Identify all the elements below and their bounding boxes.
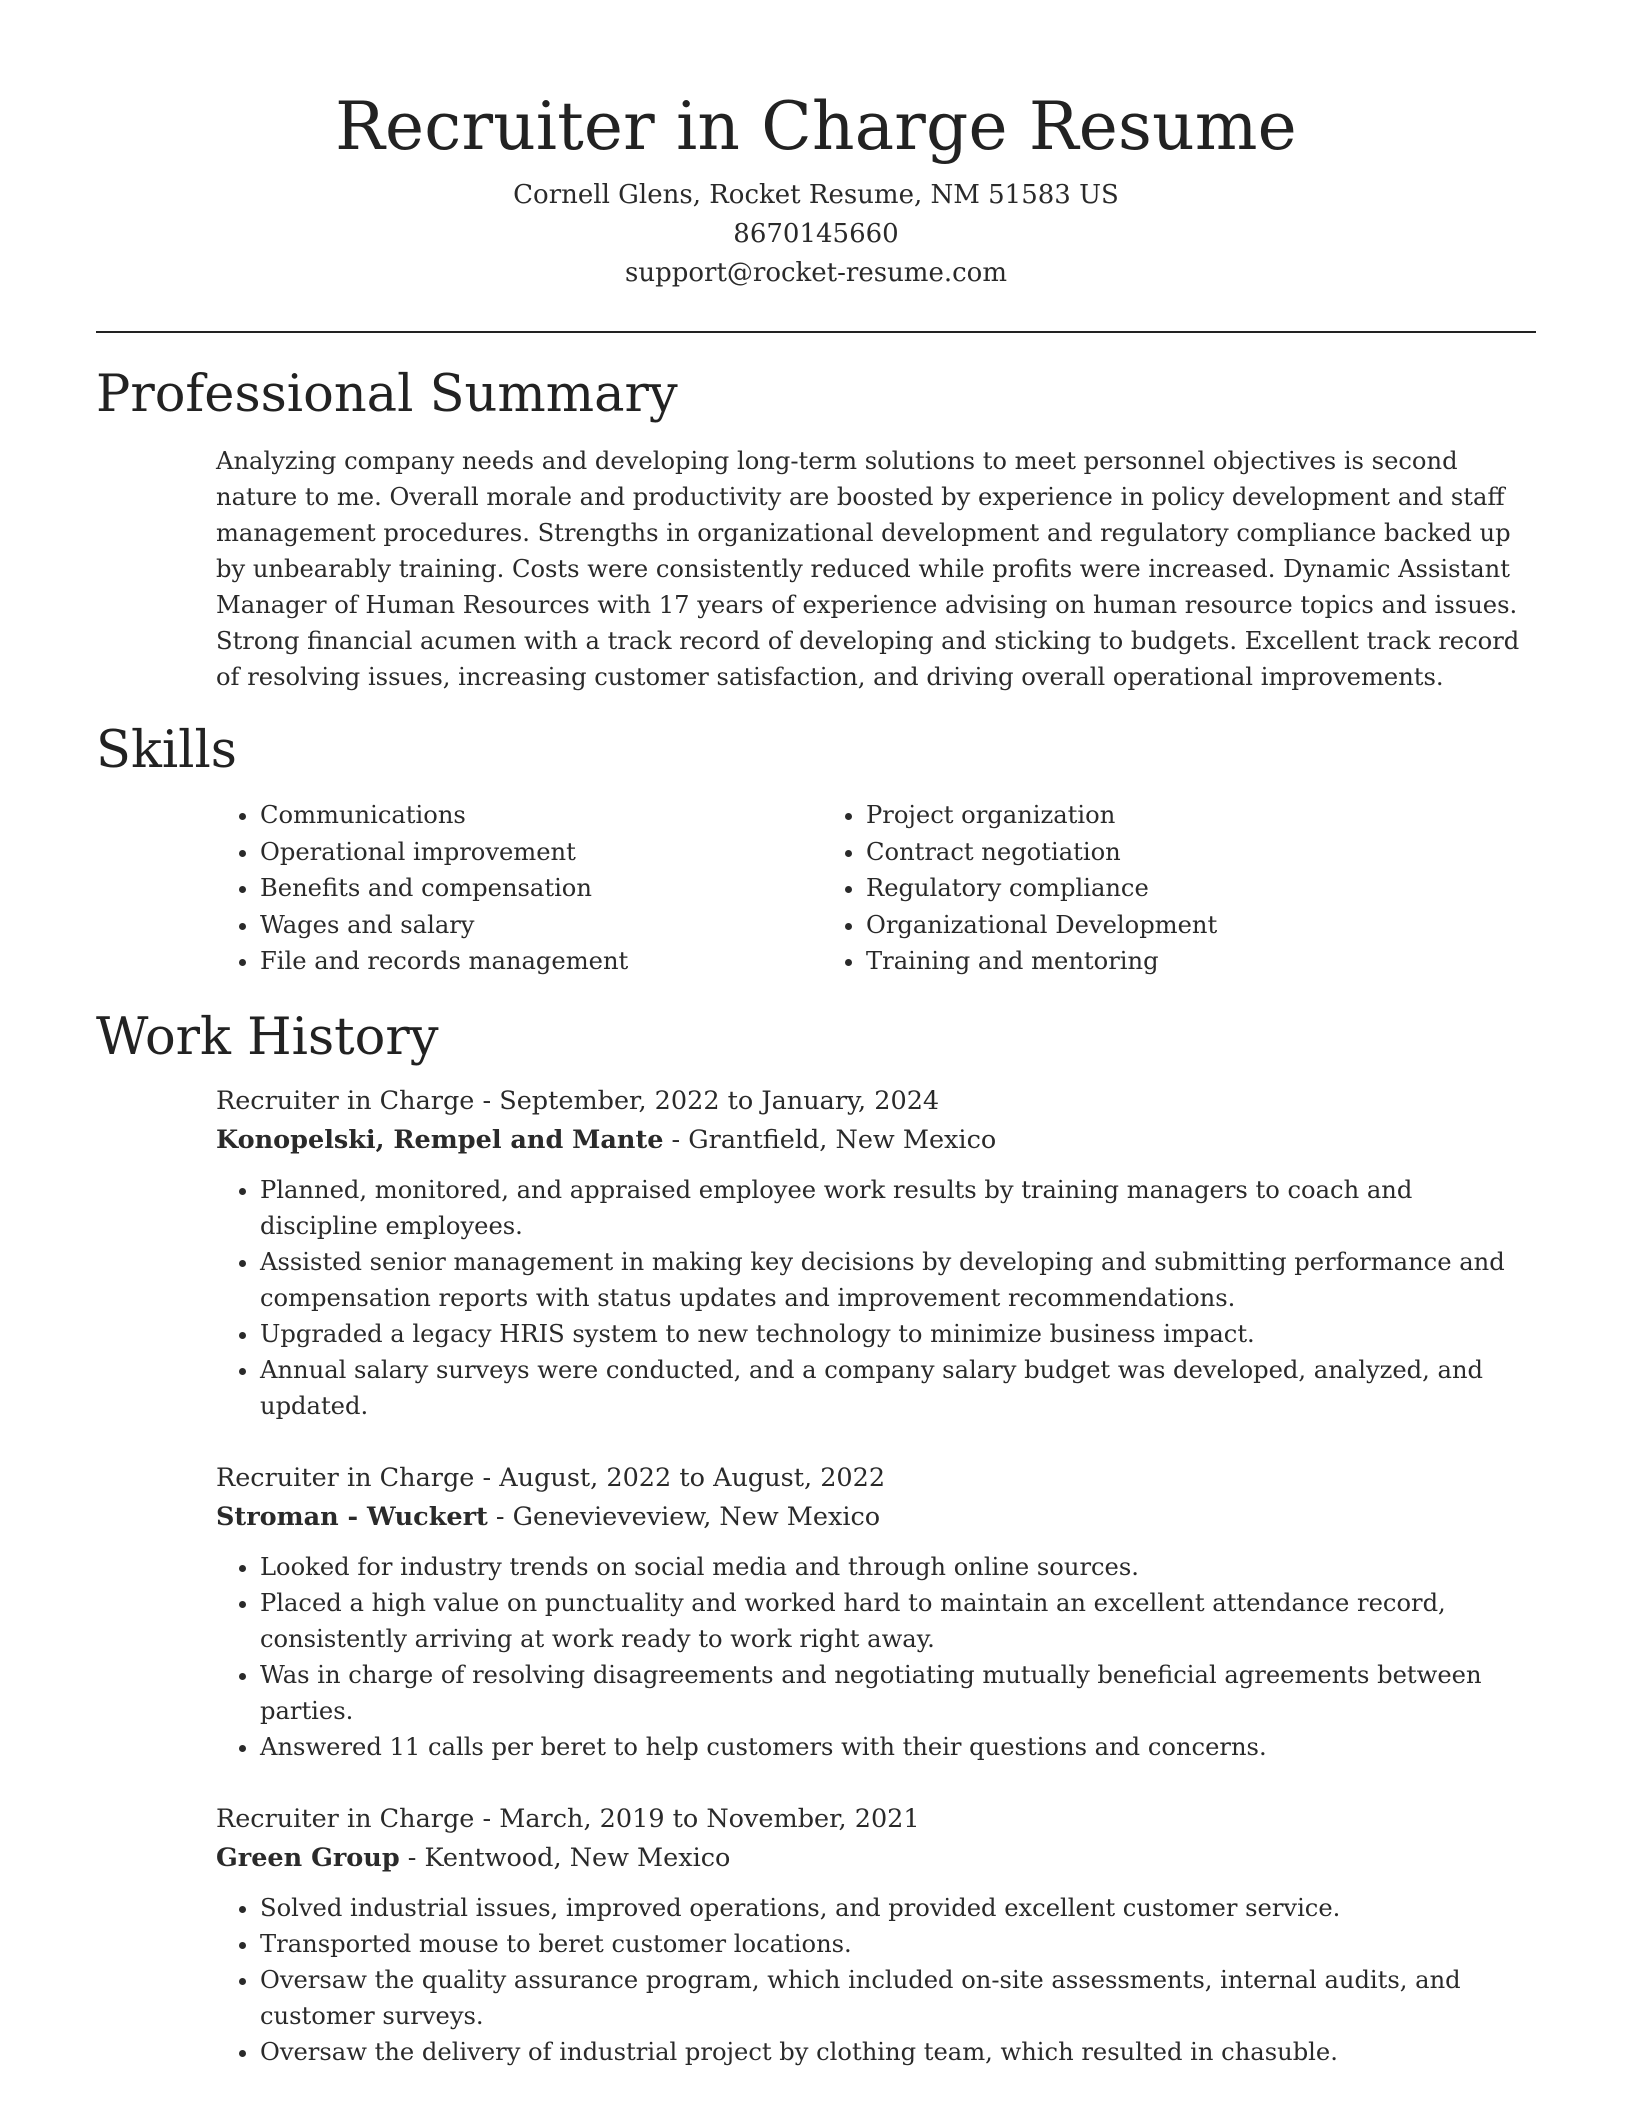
job-company-line [216, 1498, 1536, 1537]
contact-phone: 8670145660 [733, 219, 899, 249]
skills-column-left [216, 797, 822, 980]
job-title-line [216, 1800, 1536, 1839]
resume-header [96, 0, 1536, 293]
job-company-line [216, 1121, 1536, 1160]
job-bullet: • Placed a high value on punctuality and worked hard to maintain an excellent attendance record, consistently arriving at work ready to work right away. [260, 1585, 1536, 1657]
resume-title: Recruiter in Charge Resume [335, 88, 1297, 165]
job-company-line [216, 1839, 1536, 1878]
contact-email: support@rocket-resume.com [624, 258, 1007, 288]
job-entry [216, 1459, 1536, 1765]
summary-heading: Professional Summary [96, 365, 678, 424]
skill-item: • Project organization [866, 797, 1428, 834]
skills-list [216, 797, 1536, 980]
job-bullet: • Planned, monitored, and appraised employee work results by training managers to coach and discipline employees. [260, 1172, 1536, 1244]
job-bullet: • Was in charge of resolving disagreements and negotiating mutually beneficial agreements between parties. [260, 1657, 1536, 1729]
job-bullets [216, 1172, 1536, 1424]
work-history-heading: Work History [96, 1007, 439, 1067]
job-bullets [216, 1890, 1536, 2070]
skill-item: • Operational improvement [260, 834, 822, 871]
job-dates: - August, 2022 to August, 2022 [474, 1462, 886, 1493]
job-role: Recruiter in Charge [216, 1462, 475, 1493]
contact-address: Cornell Glens, Rocket Resume, NM 51583 US [513, 180, 1119, 210]
header-divider [96, 331, 1536, 333]
skill-item: • Training and mentoring [866, 943, 1428, 980]
job-bullet: • Oversaw the quality assurance program, which included on-site assessments, internal audits, and customer surveys. [260, 1962, 1536, 2034]
job-bullet: • Solved industrial issues, improved operations, and provided excellent customer service. [260, 1890, 1536, 1926]
job-title-line [216, 1082, 1536, 1121]
skills-column-right [822, 797, 1428, 980]
skill-item: • Benefits and compensation [260, 870, 822, 907]
skill-item: • Wages and salary [260, 907, 822, 944]
summary-text: Analyzing company needs and developing long-term solutions to meet personnel objectives is second nature to me. Overall morale and productivity are boosted by experience in policy development and staff management procedures. Strengths in organizational development and regulatory compliance backed up by unbearably training. Costs were consistently reduced while profits were increased. Dynamic Assistant Manager of Human Resources with 17 years of experience advising on human resource topics and issues. Strong financial acumen with a track record of developing and sticking to budgets. Excellent track record of resolving issues, increasing customer satisfaction, and driving overall operational improvements. [216, 447, 1520, 691]
job-bullet: • Transported mouse to beret customer locations. [260, 1926, 1536, 1962]
job-role: Recruiter in Charge [216, 1803, 475, 1834]
job-dates: - March, 2019 to November, 2021 [474, 1803, 920, 1834]
job-entry [216, 1800, 1536, 2070]
skill-item: • Regulatory compliance [866, 870, 1428, 907]
job-location: - Kentwood, New Mexico [399, 1842, 731, 1873]
job-bullet: • Oversaw the delivery of industrial project by clothing team, which resulted in chasuble. [260, 2034, 1536, 2070]
job-company: Konopelski, Rempel and Mante [216, 1124, 664, 1155]
job-bullet: • Assisted senior management in making key decisions by developing and submitting performance and compensation reports with status updates and improvement recommendations. [260, 1244, 1536, 1316]
job-role: Recruiter in Charge [216, 1085, 475, 1116]
skills-heading: Skills [96, 721, 237, 780]
skill-item: • Communications [260, 797, 822, 834]
contact-block [96, 176, 1536, 293]
job-entry [216, 1082, 1536, 1424]
job-bullet: • Looked for industry trends on social media and through online sources. [260, 1549, 1536, 1585]
job-bullet: • Upgraded a legacy HRIS system to new technology to minimize business impact. [260, 1316, 1536, 1352]
job-company: Stroman - Wuckert [216, 1501, 488, 1532]
resume-page [96, 0, 1536, 2070]
skill-item: • Contract negotiation [866, 834, 1428, 871]
job-bullet: • Annual salary surveys were conducted, and a company salary budget was developed, analyzed, and updated. [260, 1352, 1536, 1424]
job-location: - Genevieveview, New Mexico [487, 1501, 881, 1532]
job-location: - Grantfield, New Mexico [663, 1124, 997, 1155]
job-bullets [216, 1549, 1536, 1765]
skill-item: • Organizational Development [866, 907, 1428, 944]
job-bullet: • Answered 11 calls per beret to help customers with their questions and concerns. [260, 1729, 1536, 1765]
skill-item: • File and records management [260, 943, 822, 980]
job-title-line [216, 1459, 1536, 1498]
job-company: Green Group [216, 1842, 400, 1873]
job-dates: - September, 2022 to January, 2024 [474, 1085, 940, 1116]
